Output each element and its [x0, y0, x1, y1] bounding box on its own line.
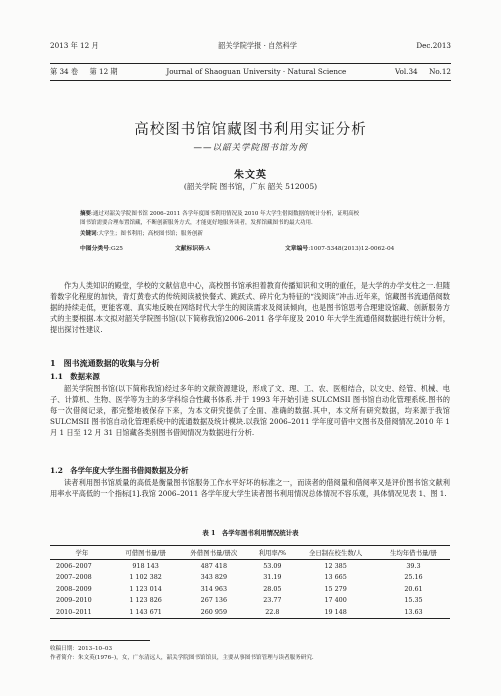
table-cell: 28.05 [263, 584, 282, 593]
table-cell: 13.63 [404, 607, 423, 616]
col-header-students: 全日制在校生数/人 [308, 549, 363, 557]
col-header-per-student: 生均年借书量/册 [390, 549, 437, 557]
table-cell: 487 418 [200, 561, 228, 570]
article-subtitle: ——以韶关学院图书馆为例 [193, 143, 308, 153]
table-cell: 2009–2010 [56, 596, 92, 605]
table-1 [50, 545, 450, 619]
section-1-2-text: 读者利用图书馆质量的高低是衡量图书馆服务工作水平好坏的标准之一，而读者的借阅量和借阅率又是评价图书馆文献利用率水平高低的一个指标[1].我馆 2006–2011 各学年度大学生读者图书利用情况总体情况不容乐观，具体情况见表 1、图 1. [50, 478, 450, 499]
section-1-heading: 1 图书流通数据的收集与分析 [50, 358, 160, 368]
intro-paragraph [50, 280, 450, 335]
table-cell: 12 385 [324, 561, 347, 570]
table-cell: 22.8 [265, 607, 280, 616]
table-header-row [50, 546, 450, 560]
author-affiliation: (韶关学院 图书馆，广东 韶关 512005) [183, 182, 318, 191]
table-cell: 15 279 [324, 584, 347, 593]
table-cell: 17 400 [324, 596, 347, 605]
table-cell: 20.61 [404, 584, 423, 593]
abstract-text-1: :通过对韶关学院图书馆 2006–2011 各学年度图书利用情况及 2010 年大学生借阅数据的统计分析，证明高校 [91, 211, 360, 217]
table-cell: 53.09 [263, 561, 282, 570]
keywords-label: 关键词 [80, 231, 97, 237]
table-cell: 2010–2011 [56, 607, 92, 616]
table-cell: 1 102 382 [129, 573, 162, 582]
table-cell: 260 959 [200, 607, 228, 616]
table-cell: 343 829 [200, 573, 228, 582]
table-cell: 918 143 [132, 561, 159, 570]
footnote-received: 收稿日期：2013–10–03 [50, 646, 113, 652]
footnote-author-bio: 作者简介：朱文英(1976–)，女，广东清远人，韶关学院图书馆馆员，主要从事图书馆管理与读者服务研究. [50, 655, 314, 661]
table-cell: 25.16 [404, 573, 423, 582]
header-issue-en: No.12 [429, 67, 451, 76]
table-row [50, 560, 450, 572]
abstract-label: 摘要 [80, 211, 92, 217]
header-vol-issue-cn [50, 67, 118, 77]
table-cell: 1 143 671 [129, 607, 162, 616]
table-row [50, 572, 450, 584]
header-issue-cn: 第 12 期 [89, 67, 118, 76]
table-cell: 31.19 [263, 573, 282, 582]
table-cell: 1 123 014 [129, 584, 162, 593]
col-header-loans: 外借图书量/册次 [190, 549, 238, 557]
footnote-divider [50, 640, 150, 641]
doc-code-value: :A [204, 246, 211, 252]
keywords-text: :大学生；图书利用；高校图书馆；服务创新 [96, 231, 203, 237]
header-date-en: Dec.2013 [416, 41, 451, 50]
table-cell: 19 148 [324, 607, 347, 616]
intro-text: 作为人类知识的殿堂，学校的文献信息中心，高校图书馆承担着教育传播知识和文明的重任，是大学的办学支柱之一.但随着数字化程度的加快，青灯黄卷式的传统阅读被快餐式、跳跃式、碎片化为特征的“浅阅读”冲击.近年来，馆藏图书流通借阅数据的持续走低，更能客观、真实地反映在网络时代大学生的阅读需求及阅读倾向，也是图书馆思考合理建设馆藏、创新服务方式的主要根据.本文拟对韶关学院图书馆(以下简称我馆)2006–2011 各学年度及 2010 年大学生流通借阅数据进行统计分析，提出探讨性建议. [50, 281, 450, 335]
header-row-2 [50, 67, 451, 77]
table-cell: 2006–2007 [56, 561, 92, 570]
section-1-1-text: 韶关学院图书馆(以下简称我馆)经过多年的文献资源建设，形成了文、理、工、农、医相结合，以文史、经管、机械、电子、计算机、生物、医学等为主的多学科综合性藏书体系.并于 1993 年开始引进 SULCMSII 图书馆自动化管理系统.图书的每一次借阅记录，都完整地被保存下来，为本文研究提供了全面、准确的数据.其中，本文所有研究数据，均来源于我馆 SULCMSII 图书馆自动化管理系统中的流通数据及统计模块.以我馆 2006–2011 学年度可借中文图书及借阅情况.2010 年 1 月 1 日至 12 月 31 日馆藏各类别图书借阅情况为数据进行分析. [50, 384, 450, 438]
header-journal-en: Journal of Shaoguan University · Natural Science [166, 67, 347, 76]
table-cell: 15.35 [404, 596, 423, 605]
table-row [50, 595, 450, 607]
article-title: 高校图书馆馆藏图书利用实证分析 [134, 122, 367, 138]
section-1-1-paragraph [50, 383, 450, 438]
article-no-field [285, 243, 394, 252]
header-date: 2013 年 12 月 [50, 41, 99, 50]
table-cell: 2008–2009 [56, 584, 92, 593]
table-1-caption: 表 1 各学年图书利用情况统计表 [202, 529, 299, 537]
article-no-label: 文章编号 [285, 246, 309, 252]
section-1-2-heading: 1.2 各学年度大学生图书借阅数据及分析 [50, 466, 189, 475]
article-no-value: :1007-5348(2013)12-0062-04 [308, 246, 395, 252]
header-divider-thin [50, 63, 451, 64]
keywords-line [80, 230, 455, 239]
table-cell: 314 963 [200, 584, 228, 593]
header-divider-thick [50, 80, 451, 81]
abstract-line-2: 图书馆需要合理布置馆藏，不断创新服务方式，才能更好地服务读者，发挥馆藏图书的最大功用. [80, 220, 313, 226]
table-cell: 267 136 [200, 596, 228, 605]
table-cell: 1 123 826 [129, 596, 162, 605]
abstract-line-1 [80, 210, 455, 219]
table-cell: 39.3 [406, 561, 421, 570]
header-journal-cn: 韶关学院学报 · 自然科学 [218, 41, 297, 50]
table-row [50, 583, 450, 595]
table-cell: 2007–2008 [56, 573, 92, 582]
col-header-available-books: 可借图书量/册 [125, 549, 166, 557]
doc-code-label: 文献标识码 [175, 246, 204, 252]
table-cell: 13 665 [324, 573, 347, 582]
table-row [50, 606, 450, 618]
col-header-utilization: 利用率/% [258, 549, 287, 557]
table-cell: 23.77 [263, 596, 282, 605]
author-name: 朱文英 [234, 170, 267, 181]
clc-label: 中图分类号 [80, 246, 109, 252]
col-header-year: 学年 [75, 549, 89, 557]
header-vol-en: Vol.34 [395, 67, 418, 76]
header-row-1 [50, 41, 451, 51]
clc-value: :G25 [109, 246, 123, 252]
header-vol-issue-en [395, 67, 451, 77]
section-1-2-paragraph [50, 477, 450, 499]
section-1-1-heading: 1.1 数据来源 [50, 372, 100, 381]
header-vol-cn: 第 34 卷 [50, 67, 79, 76]
clc-field [80, 243, 175, 252]
classification-row [80, 243, 455, 252]
doc-code-field [175, 243, 285, 252]
